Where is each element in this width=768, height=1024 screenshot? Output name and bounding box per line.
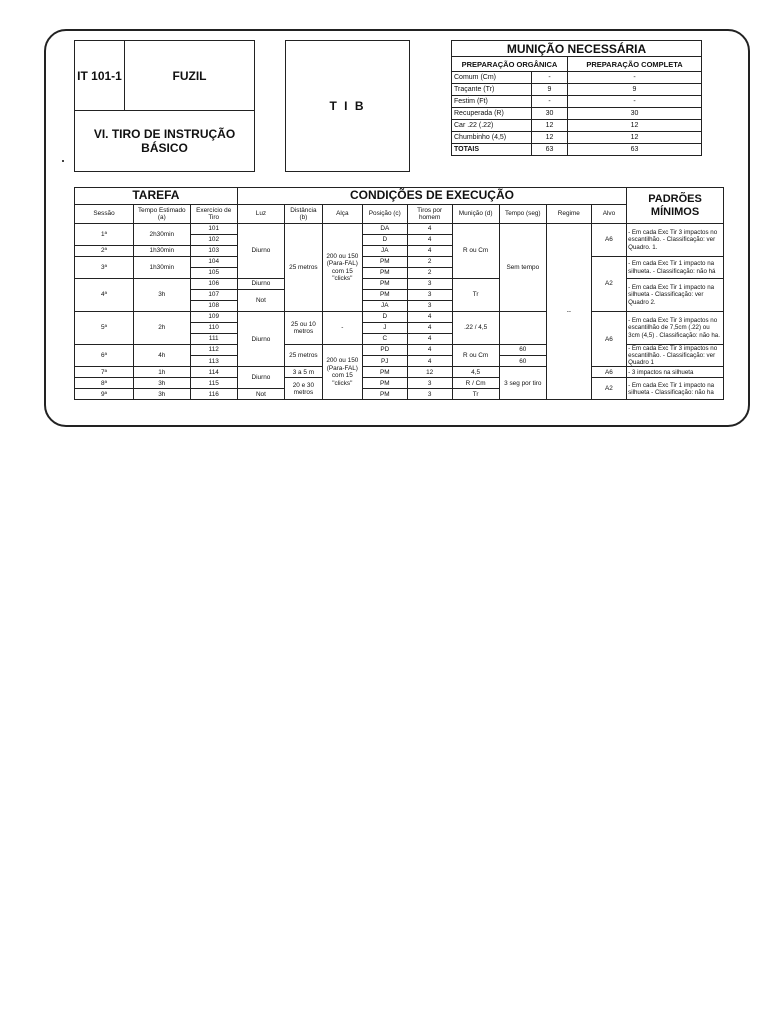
col-alvo: Alvo [591, 205, 626, 224]
col-exercicio: Exercício de Tiro [190, 205, 237, 224]
table-row: 107 Not PM 3 [75, 290, 724, 301]
doc-code-box [74, 40, 125, 111]
scan-speck [62, 160, 64, 162]
col-municao: Munição (d) [452, 205, 499, 224]
ammo-col-completa: PREPARAÇÃO COMPLETA [568, 57, 702, 72]
col-luz: Luz [237, 205, 284, 224]
table-row: 6ª 4h 112 25 metros 200 ou 150 (Para-FAL) com 15 "clicks" PD 4 R ou Cm 60 - Em cada Exc Tir 3 impactos no escantilhão. - Classificação: ver Quadro 1 [75, 345, 724, 356]
col-sessao: Sessão [75, 205, 134, 224]
condicoes-header: CONDIÇÕES DE EXECUÇÃO [237, 188, 626, 205]
ammo-title: MUNIÇÃO NECESSÁRIA [452, 41, 702, 57]
ammo-row: Car .22 (.22) 12 12 [452, 120, 702, 132]
padroes-header: PADRÕES MÍNIMOS [627, 188, 724, 224]
table-row: 113 PJ 4 60 [75, 356, 724, 367]
table-row: 110 J 4 [75, 323, 724, 334]
col-alca: Alça [322, 205, 362, 224]
ammo-row: Comum (Cm) - - [452, 72, 702, 84]
col-regime: Regime [546, 205, 591, 224]
ammo-col-organica: PREPARAÇÃO ORGÂNICA [452, 57, 568, 72]
instruction-card [44, 29, 750, 427]
ammo-row: Traçante (Tr) 9 9 [452, 84, 702, 96]
title-line2: BÁSICO [141, 141, 188, 155]
ammo-table [451, 40, 702, 156]
category-box [285, 40, 410, 172]
table-row: 7ª 1h 114 Diurno 3 a 5 m PM 12 4,5 3 seg por tiro A6 - 3 impactos na silhueta [75, 367, 724, 378]
execution-table [74, 187, 724, 400]
title-line1: VI. TIRO DE INSTRUÇÃO [93, 127, 236, 141]
ammo-row: Recuperada (R) 30 30 [452, 108, 702, 120]
ammo-row: Chumbinho (4,5) 12 12 [452, 132, 702, 144]
title-box [74, 110, 255, 172]
col-posicao: Posição (c) [362, 205, 407, 224]
table-row: 2ª 1h30min 103 JA 4 [75, 246, 724, 257]
col-tempo-estimado: Tempo Estimado (a) [133, 205, 190, 224]
table-row: 105 PM 2 [75, 268, 724, 279]
table-row: 102 D 4 [75, 235, 724, 246]
col-tempo: Tempo (seg) [499, 205, 546, 224]
doc-code: IT 101-1 [77, 68, 122, 83]
table-row: 5ª 2h 109 Diurno 25 ou 10 metros - D 4 .22 / 4,5 A6 - Em cada Exc Tir 3 impactos no escantilhão de 7,5cm (.22) ou 3cm (4,5) . Classificação: não ha. [75, 312, 724, 323]
tarefa-header: TAREFA [75, 188, 238, 205]
weapon-name: FUZIL [172, 68, 207, 83]
table-row: 108 JA 3 [75, 301, 724, 312]
table-row: 1ª 2h30min 101 Diurno 25 metros 200 ou 150 (Para-FAL) com 15 "clicks" DA 4 R ou Cm Sem tempo -- A6 - Em cada Exc Tir 3 impactos no escantilhão. - Classificação: ver Quadro. 1. [75, 224, 724, 235]
col-tiros: Tiros por homem [407, 205, 452, 224]
table-row: 111 C 4 [75, 334, 724, 345]
ammo-totals-row: TOTAIS 63 63 [452, 144, 702, 156]
category: T I B [329, 99, 366, 113]
col-distancia: Distância (b) [285, 205, 323, 224]
ammo-row: Festim (Ft) - - [452, 96, 702, 108]
table-row: 4ª 3h 106 Diurno PM 3 Tr - Em cada Exc Tir 1 impacto na silhueta - Classificação: ver Quadro 2. [75, 279, 724, 290]
table-row: 9ª 3h 116 Not PM 3 Tr [75, 389, 724, 400]
table-row: 3ª 1h30min 104 PM 2 A2 - Em cada Exc Tir 1 impacto na silhueta. - Classificação: não há [75, 257, 724, 268]
table-row: 8ª 3h 115 20 e 30 metros PM 3 R / Cm A2 - Em cada Exc Tir 1 impacto na silhueta - Classificação: não ha [75, 378, 724, 389]
weapon-box [124, 40, 255, 111]
